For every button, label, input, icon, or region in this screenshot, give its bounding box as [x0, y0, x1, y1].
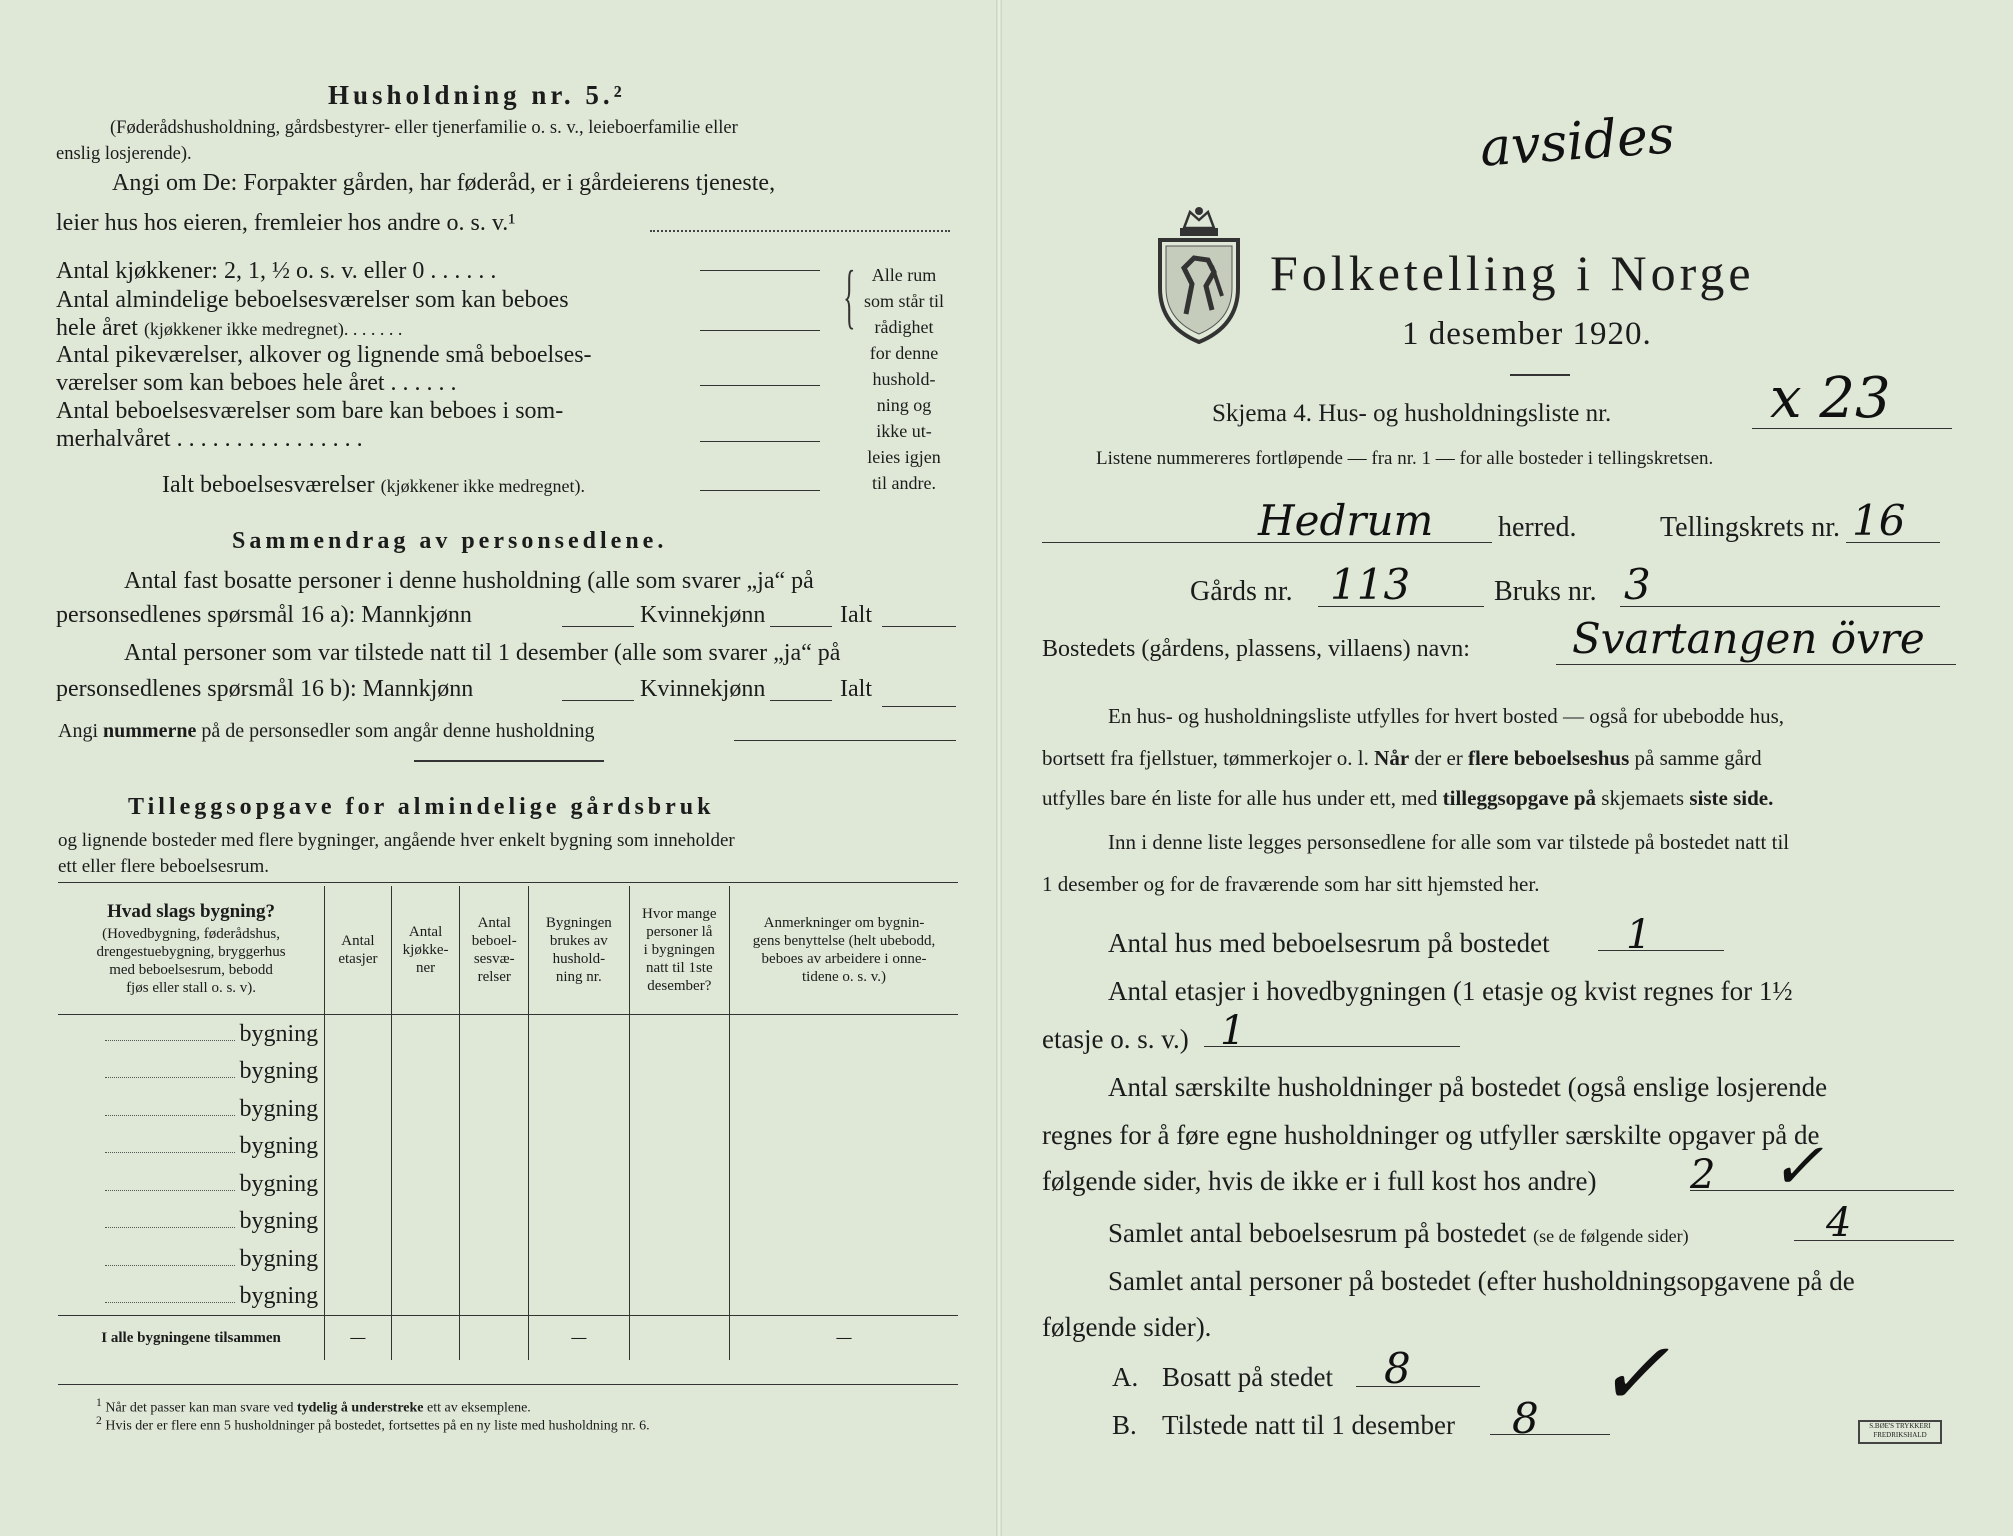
- supplement-title: Tilleggsopgave for almindelige gårdsbruk: [128, 794, 715, 820]
- summary-resident-1: Antal fast bosatte personer i denne husholdning (alle som svarer „ja“ på: [124, 568, 814, 594]
- q-rooms-total-hw: 4: [1826, 1200, 1852, 1246]
- side-note-line: Alle rum: [871, 265, 937, 285]
- table-row: [58, 1165, 958, 1203]
- coat-of-arms-icon: [1156, 206, 1242, 346]
- col-remarks-line: beboes av arbeidere i onne-: [761, 951, 927, 967]
- numbers-question-bold: nummerne: [103, 720, 197, 742]
- row-label: bygning: [239, 1020, 319, 1047]
- tenure-question-2: leier hus hos eieren, fremleier hos andre o. s. v.¹: [56, 210, 516, 236]
- q-houses-line: [1598, 950, 1724, 951]
- instructions-2-bold-1: Når: [1374, 746, 1410, 770]
- instructions-3-pre: utfylles bare én liste for alle hus under ett, med: [1042, 786, 1443, 810]
- footnote-1-pre: Når det passer kan man svare ved: [105, 1400, 297, 1416]
- gards-hw: 113: [1330, 560, 1411, 609]
- q-floors-1: Antal etasjer i hovedbygningen (1 etasje og kvist regnes for 1½: [1108, 976, 1793, 1006]
- table-row: [58, 1090, 958, 1128]
- rooms-summer-1: Antal beboelsesværelser som bare kan beboes i som-: [56, 398, 564, 424]
- total-dash: —: [325, 1316, 392, 1361]
- instructions-3-bold-1: tilleggsopgave på: [1442, 786, 1597, 810]
- q-resident-hw: 8: [1384, 1344, 1411, 1393]
- q-households-2: regnes for å føre egne husholdninger og utfyller særskilte opgaver på de: [1042, 1120, 1820, 1150]
- col-rooms-line: Antal: [477, 915, 511, 931]
- col-remarks: [730, 886, 958, 1015]
- check-mark-1: ✓: [1770, 1130, 1824, 1204]
- table-row: [58, 1015, 958, 1053]
- q-households-hw: 2: [1690, 1152, 1716, 1198]
- col-floors-line: Antal: [341, 933, 375, 949]
- col-household-line: hushold-: [552, 951, 606, 967]
- col-persons-line: personer lå: [646, 924, 713, 940]
- side-note-line: hushold-: [872, 369, 936, 389]
- small-answer-line: [700, 385, 820, 386]
- q-resident-letter: A.: [1112, 1362, 1139, 1392]
- q-present-letter: B.: [1112, 1410, 1137, 1440]
- q-houses: Antal hus med beboelsesrum på bostedet: [1108, 928, 1550, 958]
- footnote-2-mark: 2: [96, 1414, 102, 1427]
- table-row: [58, 1278, 958, 1316]
- present-female-label: Kvinnekjønn: [640, 676, 766, 702]
- bosted-label: Bostedets (gårdens, plassens, villaens) navn:: [1042, 636, 1470, 662]
- col-persons: [629, 886, 729, 1015]
- table-row: [58, 1053, 958, 1091]
- col-kitchens-line: kjøkke-: [402, 942, 449, 958]
- table-row: [58, 1128, 958, 1166]
- tenure-answer-line: [650, 230, 950, 232]
- row-label: bygning: [239, 1095, 319, 1122]
- instructions-2-mid: der er: [1409, 746, 1469, 770]
- q-present-line: [1490, 1434, 1610, 1435]
- col-kitchens-line: Antal: [408, 924, 443, 940]
- rooms-side-note: [848, 262, 960, 496]
- rooms-total-note: (kjøkkener ikke medregnet).: [380, 476, 586, 496]
- handwritten-avsides: avsides: [1478, 105, 1677, 179]
- household-intro-note: (Føderådshusholdning, gårdsbestyrer- eller tjenerfamilie o. s. v., leieboerfamilie eller: [110, 118, 738, 138]
- summary-title: Sammendrag av personsedlene.: [232, 528, 668, 554]
- q-rooms-total-note: (se de følgende sider): [1533, 1226, 1689, 1246]
- left-page-household-5: [0, 0, 1000, 1536]
- row-label: bygning: [239, 1245, 319, 1272]
- summer-answer-line: [700, 441, 820, 442]
- q-resident: Bosatt på stedet: [1162, 1362, 1333, 1392]
- col-remarks-line: tidene o. s. v.): [802, 969, 887, 985]
- footnote-1-mark: 1: [96, 1396, 102, 1409]
- q-persons-1: Samlet antal personer på bostedet (efter husholdningsopgavene på de: [1108, 1266, 1855, 1296]
- instructions-2-post: på samme gård: [1629, 746, 1762, 770]
- printer-stamp-line: S.BØE'S TRYKKERI: [1869, 1422, 1931, 1430]
- buildings-table: [58, 886, 958, 1360]
- rooms-small-2: værelser som kan beboes hele året . . . . . .: [56, 370, 457, 396]
- side-note-line: leies igjen: [867, 447, 941, 467]
- buildings-table-header: [58, 886, 958, 1015]
- bruks-label: Bruks nr.: [1494, 576, 1597, 607]
- resident-male-line: [562, 626, 634, 627]
- rooms-total: Ialt beboelsesværelser: [162, 472, 375, 498]
- printer-stamp: [1858, 1420, 1942, 1444]
- printer-stamp-line: FREDRIKSHALD: [1873, 1431, 1927, 1439]
- table-row: [58, 1240, 958, 1278]
- schema-label: Skjema 4. Hus- og husholdningsliste nr.: [1212, 400, 1612, 427]
- bruks-line: [1620, 606, 1940, 607]
- q-rooms-total: Samlet antal beboelsesrum på bostedet: [1108, 1218, 1527, 1248]
- total-label: I alle bygningene tilsammen: [58, 1316, 325, 1361]
- bosted-hw: Svartangen övre: [1572, 614, 1925, 663]
- col-rooms-line: sesvæ-: [473, 951, 515, 967]
- herred-label: herred.: [1498, 512, 1577, 543]
- household-intro-note-2: enslig losjerende).: [56, 144, 192, 164]
- numbers-question-pre: Angi: [58, 720, 103, 742]
- col-rooms-line: relser: [477, 969, 511, 985]
- side-note-line: rådighet: [874, 317, 934, 337]
- col-persons-line: natt til 1ste: [645, 960, 713, 976]
- instructions-5: 1 desember og for de fraværende som har sitt hjemsted her.: [1042, 872, 1540, 896]
- numbering-note: Listene nummereres fortløpende — fra nr. 1 — for alle bosteder i tellingskretsen.: [1096, 448, 1714, 469]
- title-rule: [1510, 374, 1570, 376]
- total-dash: —: [529, 1316, 630, 1361]
- list-number-hw: x 23: [1770, 366, 1891, 431]
- check-mark-2: ✓: [1596, 1322, 1670, 1425]
- form-title: Folketelling i Norge: [1270, 245, 1755, 301]
- col-rooms: [460, 886, 529, 1015]
- tenure-question-1: Angi om De: Forpakter gården, har føderåd, er i gårdeierens tjeneste,: [112, 170, 776, 196]
- total-rooms-answer-line: [700, 490, 820, 491]
- supplement-desc-1: og lignende bosteder med flere bygninger, angående hver enkelt bygning som inneholder: [58, 830, 735, 851]
- col-building-type-sub: (Hovedbygning, føderådshus,: [102, 926, 280, 942]
- footnote-1-bold: tydelig å understreke: [296, 1400, 424, 1416]
- col-persons-line: i bygningen: [643, 942, 715, 958]
- col-floors: [325, 886, 392, 1015]
- bruks-hw: 3: [1624, 560, 1651, 609]
- rooms-ordinary-2: hele året: [56, 315, 138, 341]
- footnote-2: Hvis der er flere enn 5 husholdninger på bostedet, fortsettes på en ny liste med husholdning nr. 6.: [105, 1418, 650, 1434]
- q-houses-hw: 1: [1626, 912, 1652, 958]
- present-male-line: [562, 700, 634, 701]
- row-label: bygning: [239, 1133, 319, 1160]
- table-top-rule: [58, 882, 958, 883]
- col-household-line: brukes av: [549, 933, 608, 949]
- col-remarks-line: gens benyttelse (helt ubebodd,: [752, 933, 936, 949]
- numbers-answer-line: [734, 740, 956, 741]
- q-floors-hw: 1: [1220, 1008, 1246, 1054]
- household-title: Husholdning nr. 5.²: [328, 80, 626, 110]
- present-total-line: [882, 706, 956, 707]
- q-floors-2: etasje o. s. v.): [1042, 1024, 1189, 1054]
- footnote-1-post: ett av eksemplene.: [423, 1400, 531, 1416]
- summary-present-2: personsedlenes spørsmål 16 b): Mannkjønn: [56, 676, 474, 702]
- q-households-1: Antal særskilte husholdninger på bostedet (også enslige losjerende: [1108, 1072, 1828, 1102]
- col-kitchens-line: ner: [415, 960, 436, 976]
- q-resident-line: [1356, 1386, 1480, 1387]
- brace-glyph: {: [843, 256, 856, 336]
- instructions-3-bold-2: siste side.: [1689, 786, 1774, 810]
- q-present: Tilstede natt til 1 desember: [1162, 1410, 1455, 1440]
- q-rooms-total-line: [1794, 1240, 1954, 1241]
- instructions-4: Inn i denne liste legges personsedlene for alle som var tilstede på bostedet natt til: [1108, 830, 1790, 854]
- col-household-line: Bygningen: [545, 915, 612, 931]
- rooms-ordinary-1: Antal almindelige beboelsesværelser som kan beboes: [56, 287, 569, 313]
- row-label: bygning: [239, 1170, 319, 1197]
- col-building-type-sub: fjøs eller stall o. s. v).: [126, 980, 257, 996]
- q-present-hw: 8: [1512, 1394, 1539, 1443]
- resident-female-label: Kvinnekjønn: [640, 602, 766, 628]
- ordinary-answer-line: [700, 330, 820, 331]
- col-floors-line: etasjer: [338, 951, 378, 967]
- herred-hw: Hedrum: [1258, 496, 1434, 545]
- gards-label: Gårds nr.: [1190, 576, 1293, 607]
- side-note-line: som står til: [864, 291, 944, 311]
- bosted-line: [1556, 664, 1956, 665]
- col-household-nr: [529, 886, 630, 1015]
- form-date: 1 desember 1920.: [1402, 316, 1652, 352]
- col-persons-line: Hvor mange: [642, 906, 717, 922]
- rooms-kitchens: Antal kjøkkener: 2, 1, ½ o. s. v. eller 0 . . . . . .: [56, 258, 497, 284]
- instructions-2-pre: bortsett fra fjellstuer, tømmerkojer o. l.: [1042, 746, 1375, 770]
- row-label: bygning: [239, 1058, 319, 1085]
- rooms-summer-2: merhalvåret . . . . . . . . . . . . . . . .: [56, 426, 363, 452]
- col-building-type-title: Hvad slags bygning?: [107, 901, 276, 922]
- instructions-2-bold-2: flere beboelseshus: [1468, 746, 1630, 770]
- q-households-3: følgende sider, hvis de ikke er i full kost hos andre): [1042, 1166, 1597, 1196]
- table-row: [58, 1203, 958, 1241]
- tellingskrets-label: Tellingskrets nr.: [1660, 512, 1841, 543]
- col-building-type-sub: med beboelsesrum, bebodd: [109, 962, 273, 978]
- side-note-line: ning og: [876, 395, 932, 415]
- col-kitchens: [391, 886, 460, 1015]
- resident-total-label: Ialt: [840, 602, 872, 628]
- summary-resident-2: personsedlenes spørsmål 16 a): Mannkjønn: [56, 602, 472, 628]
- total-dash: —: [730, 1316, 958, 1361]
- rooms-small-1: Antal pikeværelser, alkover og lignende små beboelses-: [56, 342, 592, 368]
- col-household-line: ning nr.: [555, 969, 602, 985]
- col-building-type-sub: drengestuebygning, bryggerhus: [96, 944, 286, 960]
- side-note-line: til andre.: [872, 473, 936, 493]
- resident-female-line: [770, 626, 832, 627]
- row-label: bygning: [239, 1208, 319, 1235]
- present-total-label: Ialt: [840, 676, 872, 702]
- instructions-1: En hus- og husholdningsliste utfylles for hvert bosted — også for ubebodde hus,: [1108, 704, 1784, 728]
- instructions-3-mid: skjemaets: [1596, 786, 1690, 810]
- tellingskrets-hw: 16: [1852, 496, 1906, 545]
- right-page-census-list: [1000, 0, 2013, 1536]
- col-remarks-line: Anmerkninger om bygnin-: [763, 915, 925, 931]
- col-building-type: [58, 886, 325, 1015]
- col-persons-line: desember?: [647, 978, 712, 994]
- q-persons-2: følgende sider).: [1042, 1312, 1212, 1342]
- table-bottom-rule: [58, 1384, 958, 1385]
- side-note-line: for denne: [869, 343, 939, 363]
- numbers-question-post: på de personsedler som angår denne husholdning: [196, 720, 595, 742]
- side-note-line: ikke ut-: [876, 421, 932, 441]
- supplement-desc-2: ett eller flere beboelsesrum.: [58, 856, 270, 877]
- summary-present-1: Antal personer som var tilstede natt til 1 desember (alle som svarer „ja“ på: [124, 640, 841, 666]
- row-label: bygning: [239, 1283, 319, 1310]
- col-rooms-line: beboel-: [471, 933, 517, 949]
- rooms-ordinary-note: (kjøkkener ikke medregnet). . . . . . .: [143, 319, 403, 339]
- table-total-row: [58, 1316, 958, 1361]
- kitchens-answer-line: [700, 270, 820, 271]
- section-divider: [414, 760, 604, 762]
- present-female-line: [770, 700, 832, 701]
- resident-total-line: [882, 626, 956, 627]
